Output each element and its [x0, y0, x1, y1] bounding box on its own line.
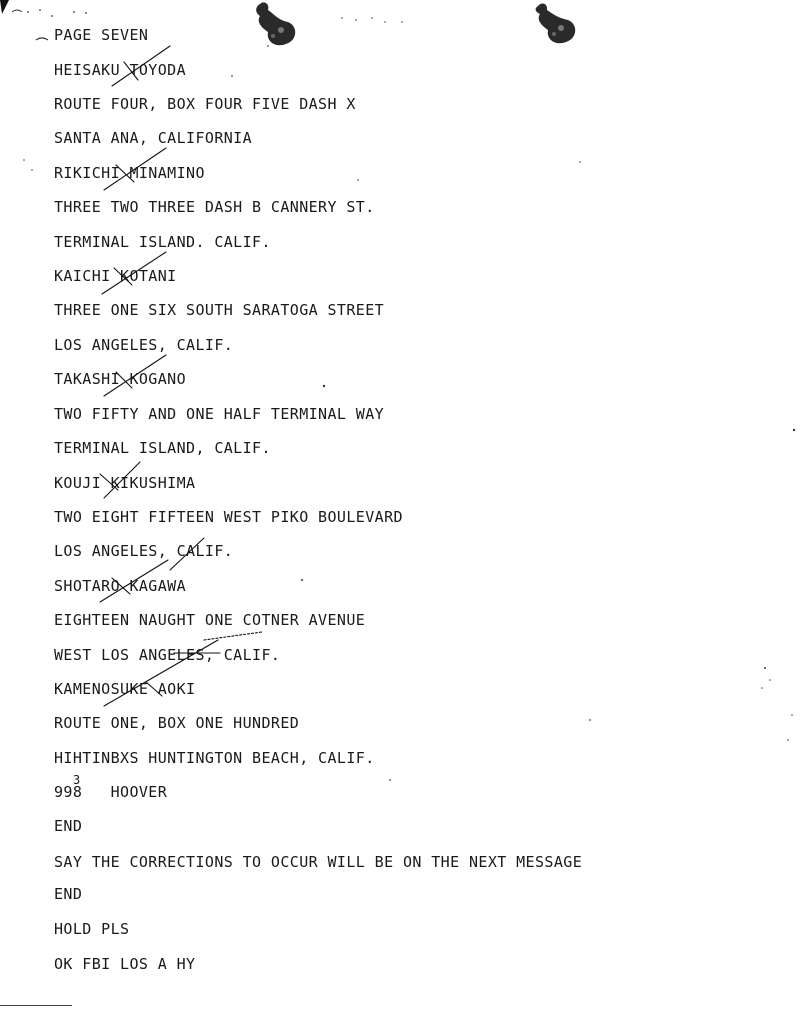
name-line: TAKASHI KOGANO: [54, 370, 187, 388]
page-header: PAGE SEVEN: [54, 26, 149, 44]
address-line: THREE TWO THREE DASH B CANNERY ST.: [54, 198, 375, 216]
city-line: HIHTINBXS HUNTINGTON BEACH, CALIF.: [54, 749, 375, 767]
end-line: END: [54, 817, 83, 835]
address-line: THREE ONE SIX SOUTH SARATOGA STREET: [54, 301, 385, 319]
name-line: HEISAKU TOYODA: [54, 61, 187, 79]
city-line: TERMINAL ISLAND. CALIF.: [54, 233, 271, 251]
address-line: ROUTE ONE, BOX ONE HUNDRED: [54, 714, 300, 732]
city-line: TERMINAL ISLAND, CALIF.: [54, 439, 271, 457]
signature-line: 998 HOOVER: [54, 783, 168, 801]
name-line: SHOTARO KAGAWA: [54, 577, 187, 595]
message-line: SAY THE CORRECTIONS TO OCCUR WILL BE ON THE NEXT MESSAGE: [54, 853, 583, 871]
city-line: LOS ANGELES, CALIF.: [54, 336, 234, 354]
name-line: KOUJI KIKUSHIMA: [54, 474, 196, 492]
punch-hole-blot-left: [248, 0, 302, 50]
correction-digit: 3: [73, 773, 81, 787]
address-line: ROUTE FOUR, BOX FOUR FIVE DASH X: [54, 95, 356, 113]
address-line: TWO FIFTY AND ONE HALF TERMINAL WAY: [54, 405, 385, 423]
punch-hole-blot-right: [528, 0, 582, 50]
end-line: END: [54, 885, 83, 903]
footer-rule: [0, 1005, 72, 1006]
name-line: KAMENOSUKE AOKI: [54, 680, 196, 698]
city-line: LOS ANGELES, CALIF.: [54, 542, 234, 560]
closing-line: OK FBI LOS A HY: [54, 955, 196, 973]
name-line: KAICHI KOTANI: [54, 267, 177, 285]
hold-line: HOLD PLS: [54, 920, 130, 938]
name-line: RIKICHI MINAMINO: [54, 164, 205, 182]
address-line: TWO EIGHT FIFTEEN WEST PIKO BOULEVARD: [54, 508, 403, 526]
address-line: EIGHTEEN NAUGHT ONE COTNER AVENUE: [54, 611, 366, 629]
city-line: WEST LOS ANGELES, CALIF.: [54, 646, 281, 664]
city-line: SANTA ANA, CALIFORNIA: [54, 129, 253, 147]
